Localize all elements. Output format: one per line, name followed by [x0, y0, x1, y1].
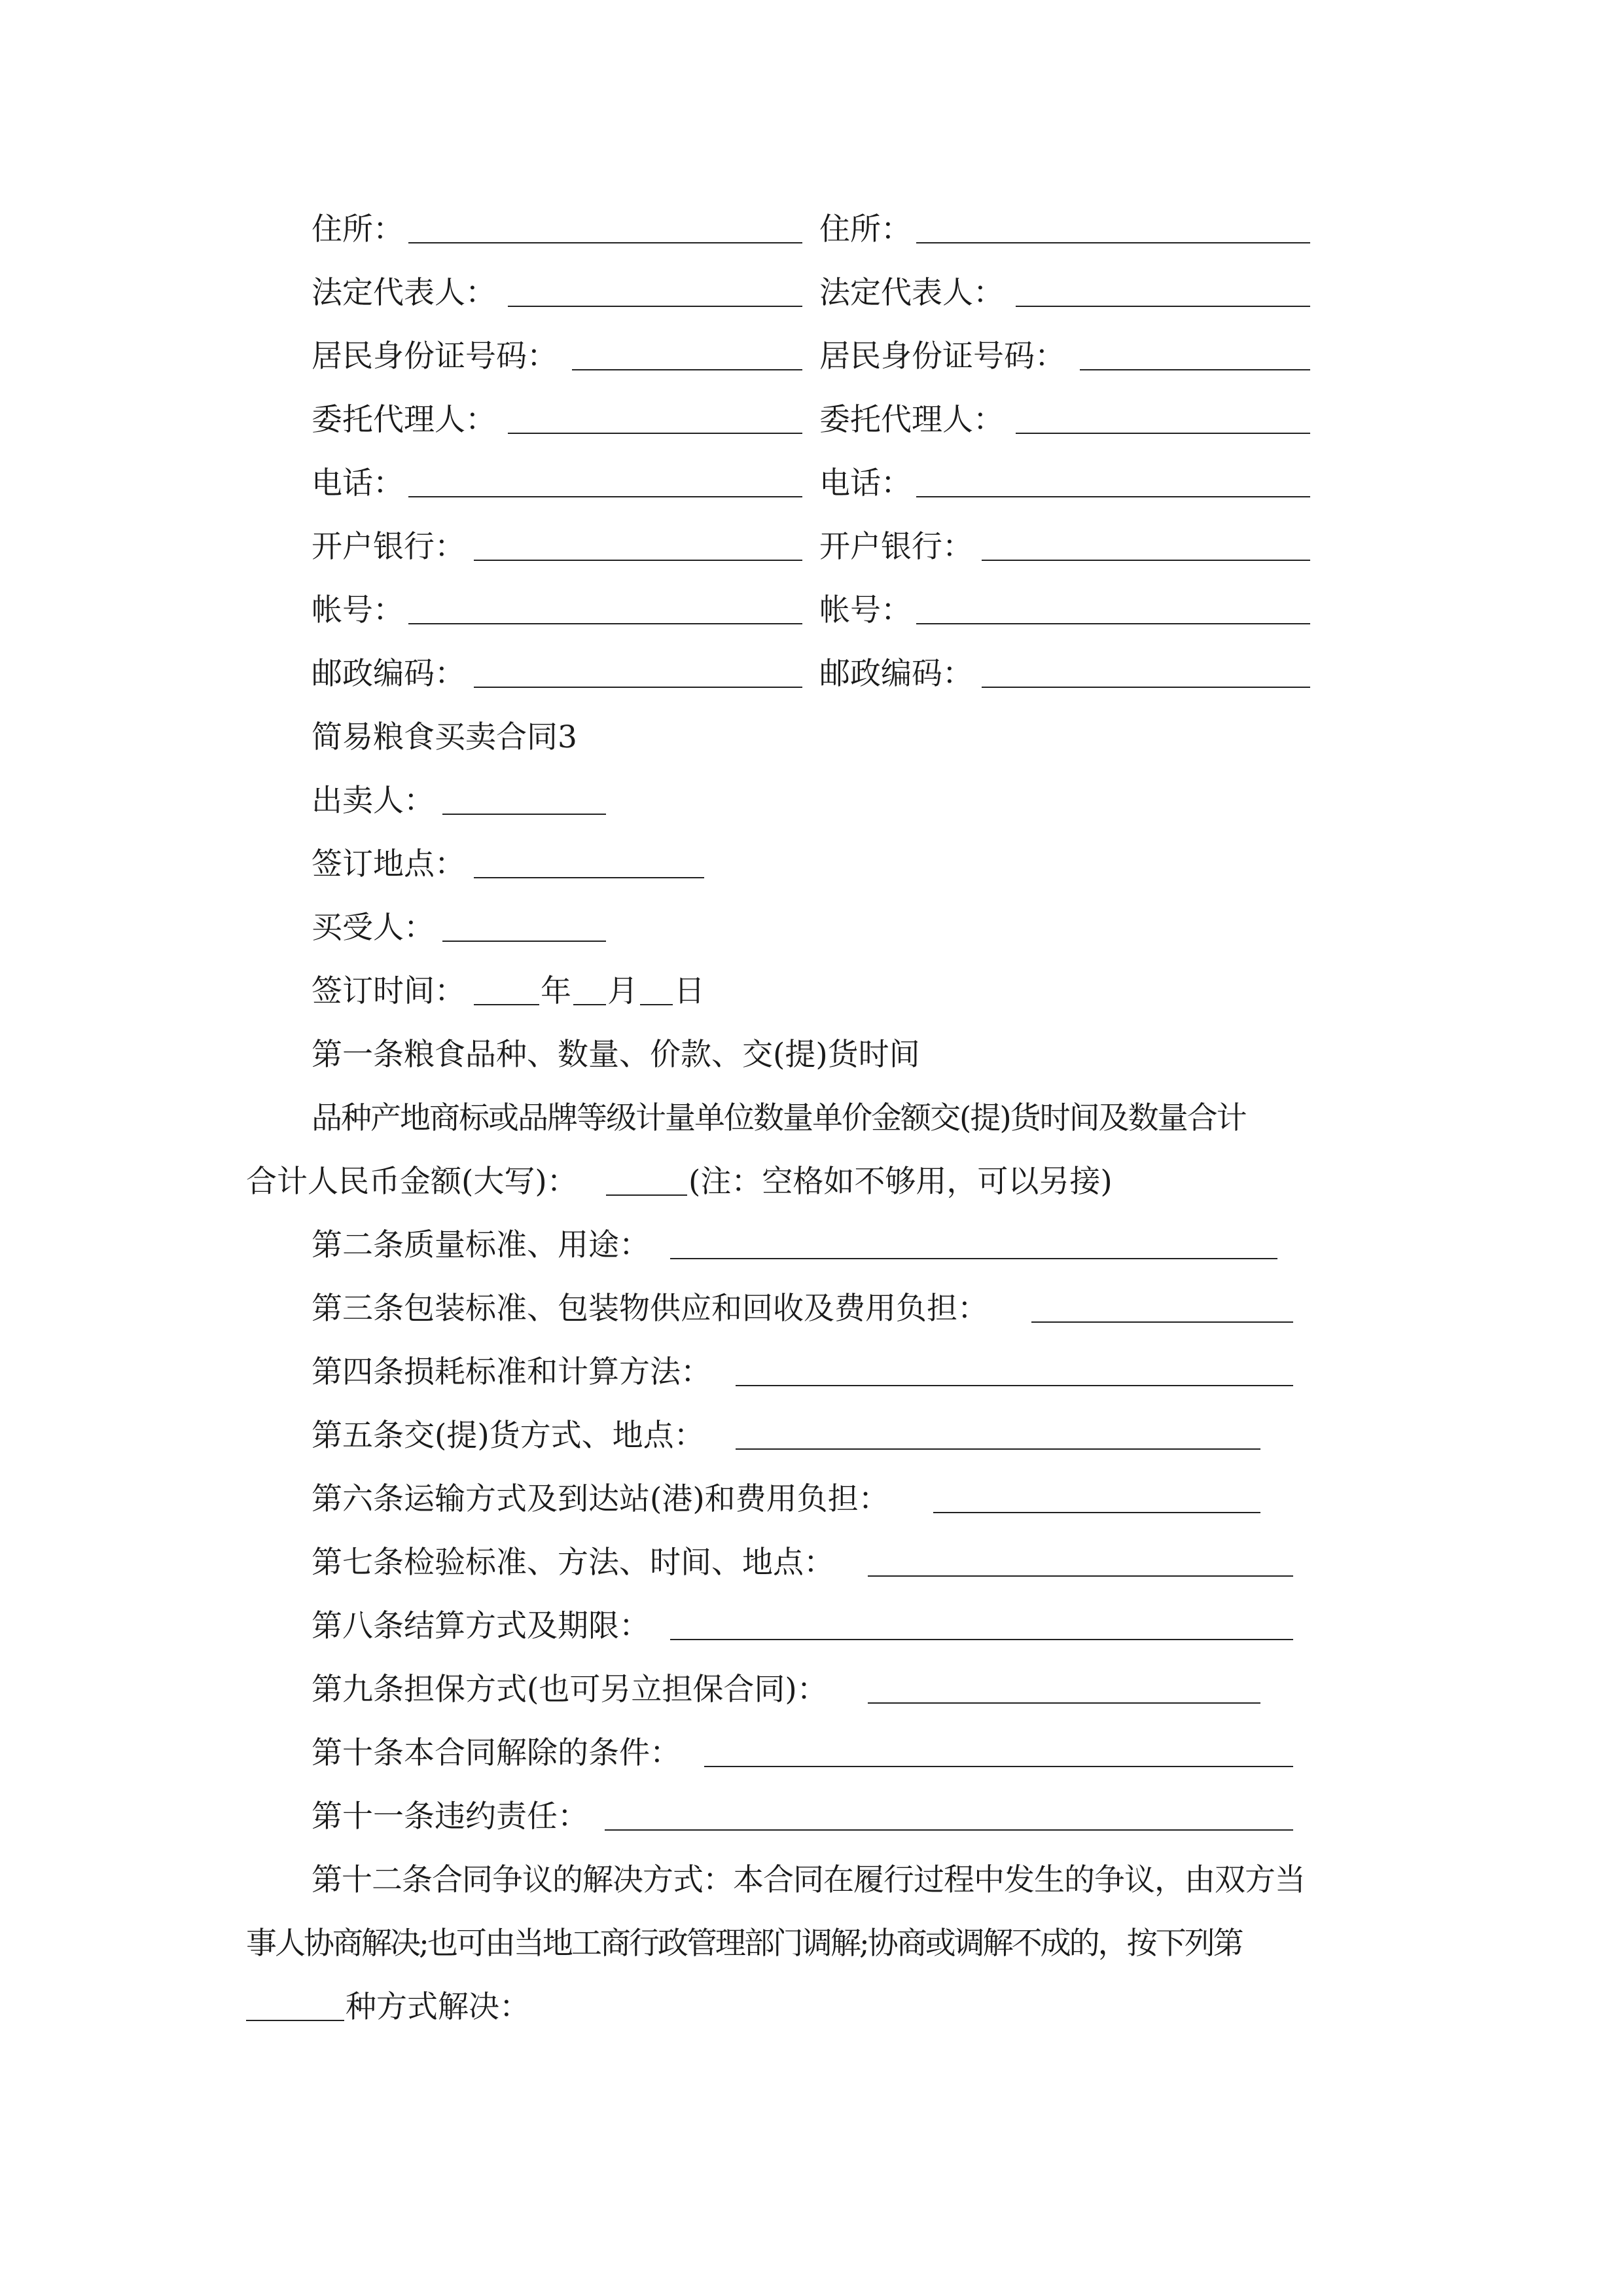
phone-row: [0, 452, 1623, 515]
party-a-phone-blank[interactable]: [408, 496, 802, 497]
buyer-label: 买受人：: [312, 910, 435, 946]
party-b-bank-label: 开户银行：: [819, 529, 973, 565]
sign-time-row: [0, 960, 1623, 1023]
article-12-text-2: 事人协商解决;也可由当地工商行政管理部门调解;协商或调解不成的，按下列第: [246, 1926, 1242, 1962]
party-a-id-blank[interactable]: [572, 369, 802, 370]
article-10-row: [0, 1721, 1623, 1785]
party-b-phone-blank[interactable]: [916, 496, 1310, 497]
article-11-label: 第十一条违约责任：: [312, 1799, 588, 1835]
sign-time-label: 签订时间：: [312, 973, 465, 1009]
party-a-legal-rep-label: 法定代表人：: [312, 275, 496, 311]
agent-row: [0, 388, 1623, 452]
article-8-blank[interactable]: [670, 1639, 1293, 1640]
article-8-row: [0, 1594, 1623, 1658]
party-b-phone-label: 电话：: [819, 465, 912, 501]
day-label: 日: [674, 973, 705, 1009]
party-b-address-label: 住所：: [819, 211, 912, 247]
article-5-blank[interactable]: [736, 1448, 1260, 1450]
article-11-row: [0, 1785, 1623, 1848]
party-b-agent-label: 委托代理人：: [819, 402, 1004, 438]
buyer-row: [0, 896, 1623, 960]
article-7-row: [0, 1531, 1623, 1594]
seller-label: 出卖人：: [312, 783, 435, 819]
article-8-label: 第八条结算方式及期限：: [312, 1608, 650, 1644]
article-12-line-2: [0, 1912, 1623, 1975]
account-row: [0, 579, 1623, 642]
party-a-bank-blank[interactable]: [474, 560, 802, 561]
party-a-legal-rep-blank[interactable]: [508, 306, 802, 307]
article-5-row: [0, 1404, 1623, 1467]
article-12-line-1: [0, 1848, 1623, 1912]
day-blank[interactable]: [640, 1004, 673, 1005]
month-label: 月: [607, 973, 638, 1009]
bank-row: [0, 515, 1623, 579]
place-blank[interactable]: [474, 877, 704, 878]
article-1-title: 第一条粮食品种、数量、价款、交(提)货时间: [312, 1037, 920, 1073]
party-a-phone-label: 电话：: [312, 465, 404, 501]
article-1-title-row: [0, 1023, 1623, 1086]
article-1-line-2: [0, 1150, 1623, 1213]
article-7-blank[interactable]: [868, 1575, 1293, 1577]
id-number-row: [0, 325, 1623, 388]
party-b-id-blank[interactable]: [1080, 369, 1310, 370]
party-a-agent-blank[interactable]: [508, 433, 802, 434]
party-a-address-label: 住所：: [312, 211, 404, 247]
article-11-blank[interactable]: [605, 1829, 1293, 1831]
party-b-postcode-blank[interactable]: [982, 687, 1310, 688]
party-b-id-label: 居民身份证号码：: [819, 338, 1065, 374]
article-10-label: 第十条本合同解除的条件：: [312, 1735, 681, 1771]
contract-title-row: [0, 706, 1623, 769]
article-1-note: (注：空格如不够用，可以另接): [688, 1164, 1113, 1200]
seller-blank[interactable]: [442, 814, 606, 815]
party-b-account-label: 帐号：: [819, 592, 912, 628]
year-label: 年: [541, 973, 571, 1009]
contract-title: 简易粮食买卖合同3: [312, 719, 577, 755]
article-9-blank[interactable]: [868, 1702, 1260, 1704]
article-10-blank[interactable]: [704, 1766, 1293, 1767]
article-6-blank[interactable]: [933, 1512, 1260, 1513]
article-9-row: [0, 1658, 1623, 1721]
party-a-address-blank[interactable]: [408, 242, 802, 243]
party-b-postcode-label: 邮政编码：: [819, 656, 973, 692]
article-4-blank[interactable]: [736, 1385, 1293, 1386]
article-3-label: 第三条包装标准、包装物供应和回收及费用负担：: [312, 1291, 988, 1327]
article-4-row: [0, 1340, 1623, 1404]
party-a-id-label: 居民身份证号码：: [312, 338, 558, 374]
article-1-total-blank[interactable]: [606, 1194, 687, 1196]
party-a-agent-label: 委托代理人：: [312, 402, 496, 438]
article-1-total-label: 合计人民币金额(大写)：: [246, 1164, 578, 1200]
party-a-account-label: 帐号：: [312, 592, 404, 628]
article-12-line-3: [0, 1975, 1623, 2039]
party-a-postcode-label: 邮政编码：: [312, 656, 465, 692]
article-3-row: [0, 1277, 1623, 1340]
article-2-row: [0, 1213, 1623, 1277]
buyer-blank[interactable]: [442, 941, 606, 942]
place-row: [0, 833, 1623, 896]
article-9-label: 第九条担保方式(也可另立担保合同)：: [312, 1672, 828, 1708]
party-b-account-blank[interactable]: [916, 623, 1310, 624]
article-6-label: 第六条运输方式及到达站(港)和费用负担：: [312, 1481, 889, 1517]
article-1-columns-text: 品种产地商标或品牌等级计量单位数量单价金额交(提)货时间及数量合计: [312, 1100, 1246, 1136]
article-2-blank[interactable]: [670, 1258, 1277, 1259]
article-4-label: 第四条损耗标准和计算方法：: [312, 1354, 711, 1390]
party-b-legal-rep-label: 法定代表人：: [819, 275, 1004, 311]
article-12-text-1: 第十二条合同争议的解决方式：本合同在履行过程中发生的争议，由双方当: [312, 1862, 1305, 1898]
postcode-row: [0, 642, 1623, 706]
party-b-legal-rep-blank[interactable]: [1016, 306, 1310, 307]
seller-row: [0, 769, 1623, 833]
address-row: [0, 198, 1623, 261]
party-b-address-blank[interactable]: [916, 242, 1310, 243]
party-b-bank-blank[interactable]: [982, 560, 1310, 561]
article-6-row: [0, 1467, 1623, 1531]
year-blank[interactable]: [474, 1004, 539, 1005]
article-12-option-blank[interactable]: [246, 2020, 344, 2021]
month-blank[interactable]: [573, 1004, 606, 1005]
article-2-label: 第二条质量标准、用途：: [312, 1227, 650, 1263]
article-1-line-1: [0, 1086, 1623, 1150]
legal-rep-row: [0, 261, 1623, 325]
place-label: 签订地点：: [312, 846, 465, 882]
party-a-account-blank[interactable]: [408, 623, 802, 624]
party-a-bank-label: 开户银行：: [312, 529, 465, 565]
party-b-agent-blank[interactable]: [1016, 433, 1310, 434]
article-7-label: 第七条检验标准、方法、时间、地点：: [312, 1545, 834, 1581]
article-3-blank[interactable]: [1031, 1321, 1293, 1323]
article-12-text-3: 种方式解决：: [346, 1989, 530, 2025]
article-5-label: 第五条交(提)货方式、地点：: [312, 1418, 705, 1454]
party-a-postcode-blank[interactable]: [474, 687, 802, 688]
